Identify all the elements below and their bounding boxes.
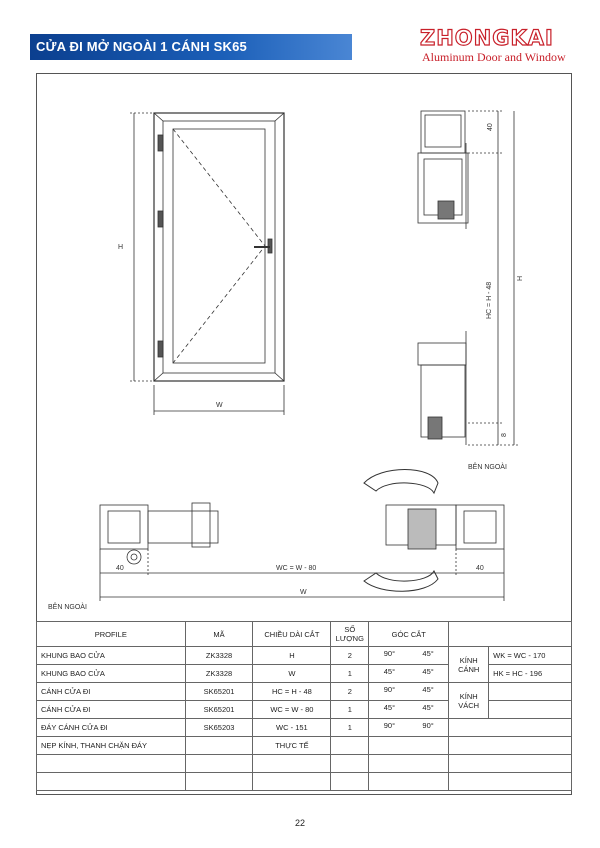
angle-a: 45° xyxy=(383,667,396,676)
cell-code xyxy=(185,737,253,755)
cell-empty xyxy=(185,773,253,791)
cell-qty: 1 xyxy=(331,701,369,719)
page-title: CỬA ĐI MỞ NGOÀI 1 CÁNH SK65 xyxy=(36,39,247,54)
cell-empty xyxy=(449,755,572,773)
cell-code: ZK3328 xyxy=(185,665,253,683)
brand-wordmark: ZHONGKAI xyxy=(420,26,554,50)
glass-wk-formula: WK = WC - 170 xyxy=(489,647,572,665)
cell-profile: KHUNG BAO CỬA xyxy=(37,665,186,683)
cell-profile: NẸP KÍNH, THANH CHẶN ĐÁY xyxy=(37,737,186,755)
cell-profile: CÁNH CỬA ĐI xyxy=(37,683,186,701)
cell-profile: CÁNH CỬA ĐI xyxy=(37,701,186,719)
cell-empty xyxy=(449,773,572,791)
dim-h-right: H xyxy=(517,275,524,281)
cell-qty: 1 xyxy=(331,665,369,683)
angle-b: 45° xyxy=(422,667,434,676)
cell-length: W xyxy=(253,665,331,683)
cell-empty xyxy=(253,755,331,773)
cell-empty xyxy=(253,773,331,791)
angle-a: 90° xyxy=(383,721,396,730)
dim-wc: WC = W - 80 xyxy=(276,565,317,572)
cell-length: H xyxy=(253,647,331,665)
table-row xyxy=(37,665,572,683)
cell-angle xyxy=(369,665,449,683)
table-row xyxy=(37,773,572,791)
cell-length: HC = H - 48 xyxy=(253,683,331,701)
cell-qty: 2 xyxy=(331,683,369,701)
dim-h-left: H xyxy=(118,244,124,251)
angle-b: 90° xyxy=(422,721,434,730)
dim-40-top: 40 xyxy=(487,123,494,131)
glass-panel-label: KÍNH VÁCH xyxy=(449,683,489,719)
door-elevation xyxy=(154,113,284,381)
table-row xyxy=(37,683,572,701)
cell-code: ZK3328 xyxy=(185,647,253,665)
cell-angle xyxy=(369,701,449,719)
cell-empty xyxy=(331,773,369,791)
angle-b: 45° xyxy=(422,649,434,658)
table-row xyxy=(37,647,572,665)
cell-length: THỰC TẾ xyxy=(253,737,331,755)
page-number: 22 xyxy=(294,818,305,828)
cell-code: SK65203 xyxy=(185,719,253,737)
header-cut-angle: GÓC CẮT xyxy=(369,622,449,647)
header-empty xyxy=(449,622,572,647)
dim-8: 8 xyxy=(501,433,508,437)
table-header-row xyxy=(37,622,572,647)
angle-b: 45° xyxy=(422,703,434,712)
dim-hc: HC = H - 48 xyxy=(486,281,493,319)
cell-angle xyxy=(369,683,449,701)
brand-tagline: Aluminum Door and Window xyxy=(422,50,566,64)
table-row xyxy=(37,719,572,737)
cutting-spec-table xyxy=(36,621,572,791)
header-profile: PROFILE xyxy=(37,622,186,647)
cell-profile: KHUNG BAO CỬA xyxy=(37,647,186,665)
title-banner xyxy=(30,34,352,60)
angle-b: 45° xyxy=(422,685,434,694)
angle-a: 45° xyxy=(383,703,396,712)
label-ben-ngoai-left: BÊN NGOÀI xyxy=(48,604,87,611)
glass-hk-formula: HK = HC - 196 xyxy=(489,665,572,683)
cell-empty xyxy=(185,755,253,773)
table-row xyxy=(37,737,572,755)
dim-w-door: W xyxy=(216,402,223,409)
table-row xyxy=(37,701,572,719)
cell-empty xyxy=(369,755,449,773)
cell-angle xyxy=(369,647,449,665)
cell-empty xyxy=(449,737,572,755)
cell-empty xyxy=(37,773,186,791)
angle-a: 90° xyxy=(383,685,396,694)
cell-qty xyxy=(331,737,369,755)
dim-40-left: 40 xyxy=(116,565,124,572)
cell-qty: 2 xyxy=(331,647,369,665)
cell-empty xyxy=(489,701,572,719)
cell-length: WC = W - 80 xyxy=(253,701,331,719)
dim-40-right: 40 xyxy=(476,565,484,572)
brand-logo xyxy=(420,26,572,66)
vertical-section-top xyxy=(418,111,468,229)
angle-a: 90° xyxy=(383,649,396,658)
cell-empty xyxy=(331,755,369,773)
label-ben-ngoai-right: BÊN NGOÀI xyxy=(468,464,507,471)
cell-empty xyxy=(37,755,186,773)
cell-empty xyxy=(369,773,449,791)
vertical-section-bottom xyxy=(418,331,466,445)
table-row xyxy=(37,755,572,773)
header-quantity: SỐ LƯỢNG xyxy=(331,622,369,647)
cell-empty xyxy=(489,683,572,701)
cell-profile: ĐÁY CÁNH CỬA ĐI xyxy=(37,719,186,737)
cell-length: WC - 151 xyxy=(253,719,331,737)
glass-leaf-label: KÍNH CÁNH xyxy=(449,647,489,683)
dim-w-bottom: W xyxy=(300,589,307,596)
header-code: MÃ xyxy=(185,622,253,647)
cell-empty xyxy=(449,719,572,737)
technical-drawing xyxy=(36,73,572,621)
cell-code: SK65201 xyxy=(185,683,253,701)
header-cut-length: CHIỀU DÀI CẮT xyxy=(253,622,331,647)
cell-qty: 1 xyxy=(331,719,369,737)
cell-angle xyxy=(369,719,449,737)
cell-angle xyxy=(369,737,449,755)
cell-code: SK65201 xyxy=(185,701,253,719)
